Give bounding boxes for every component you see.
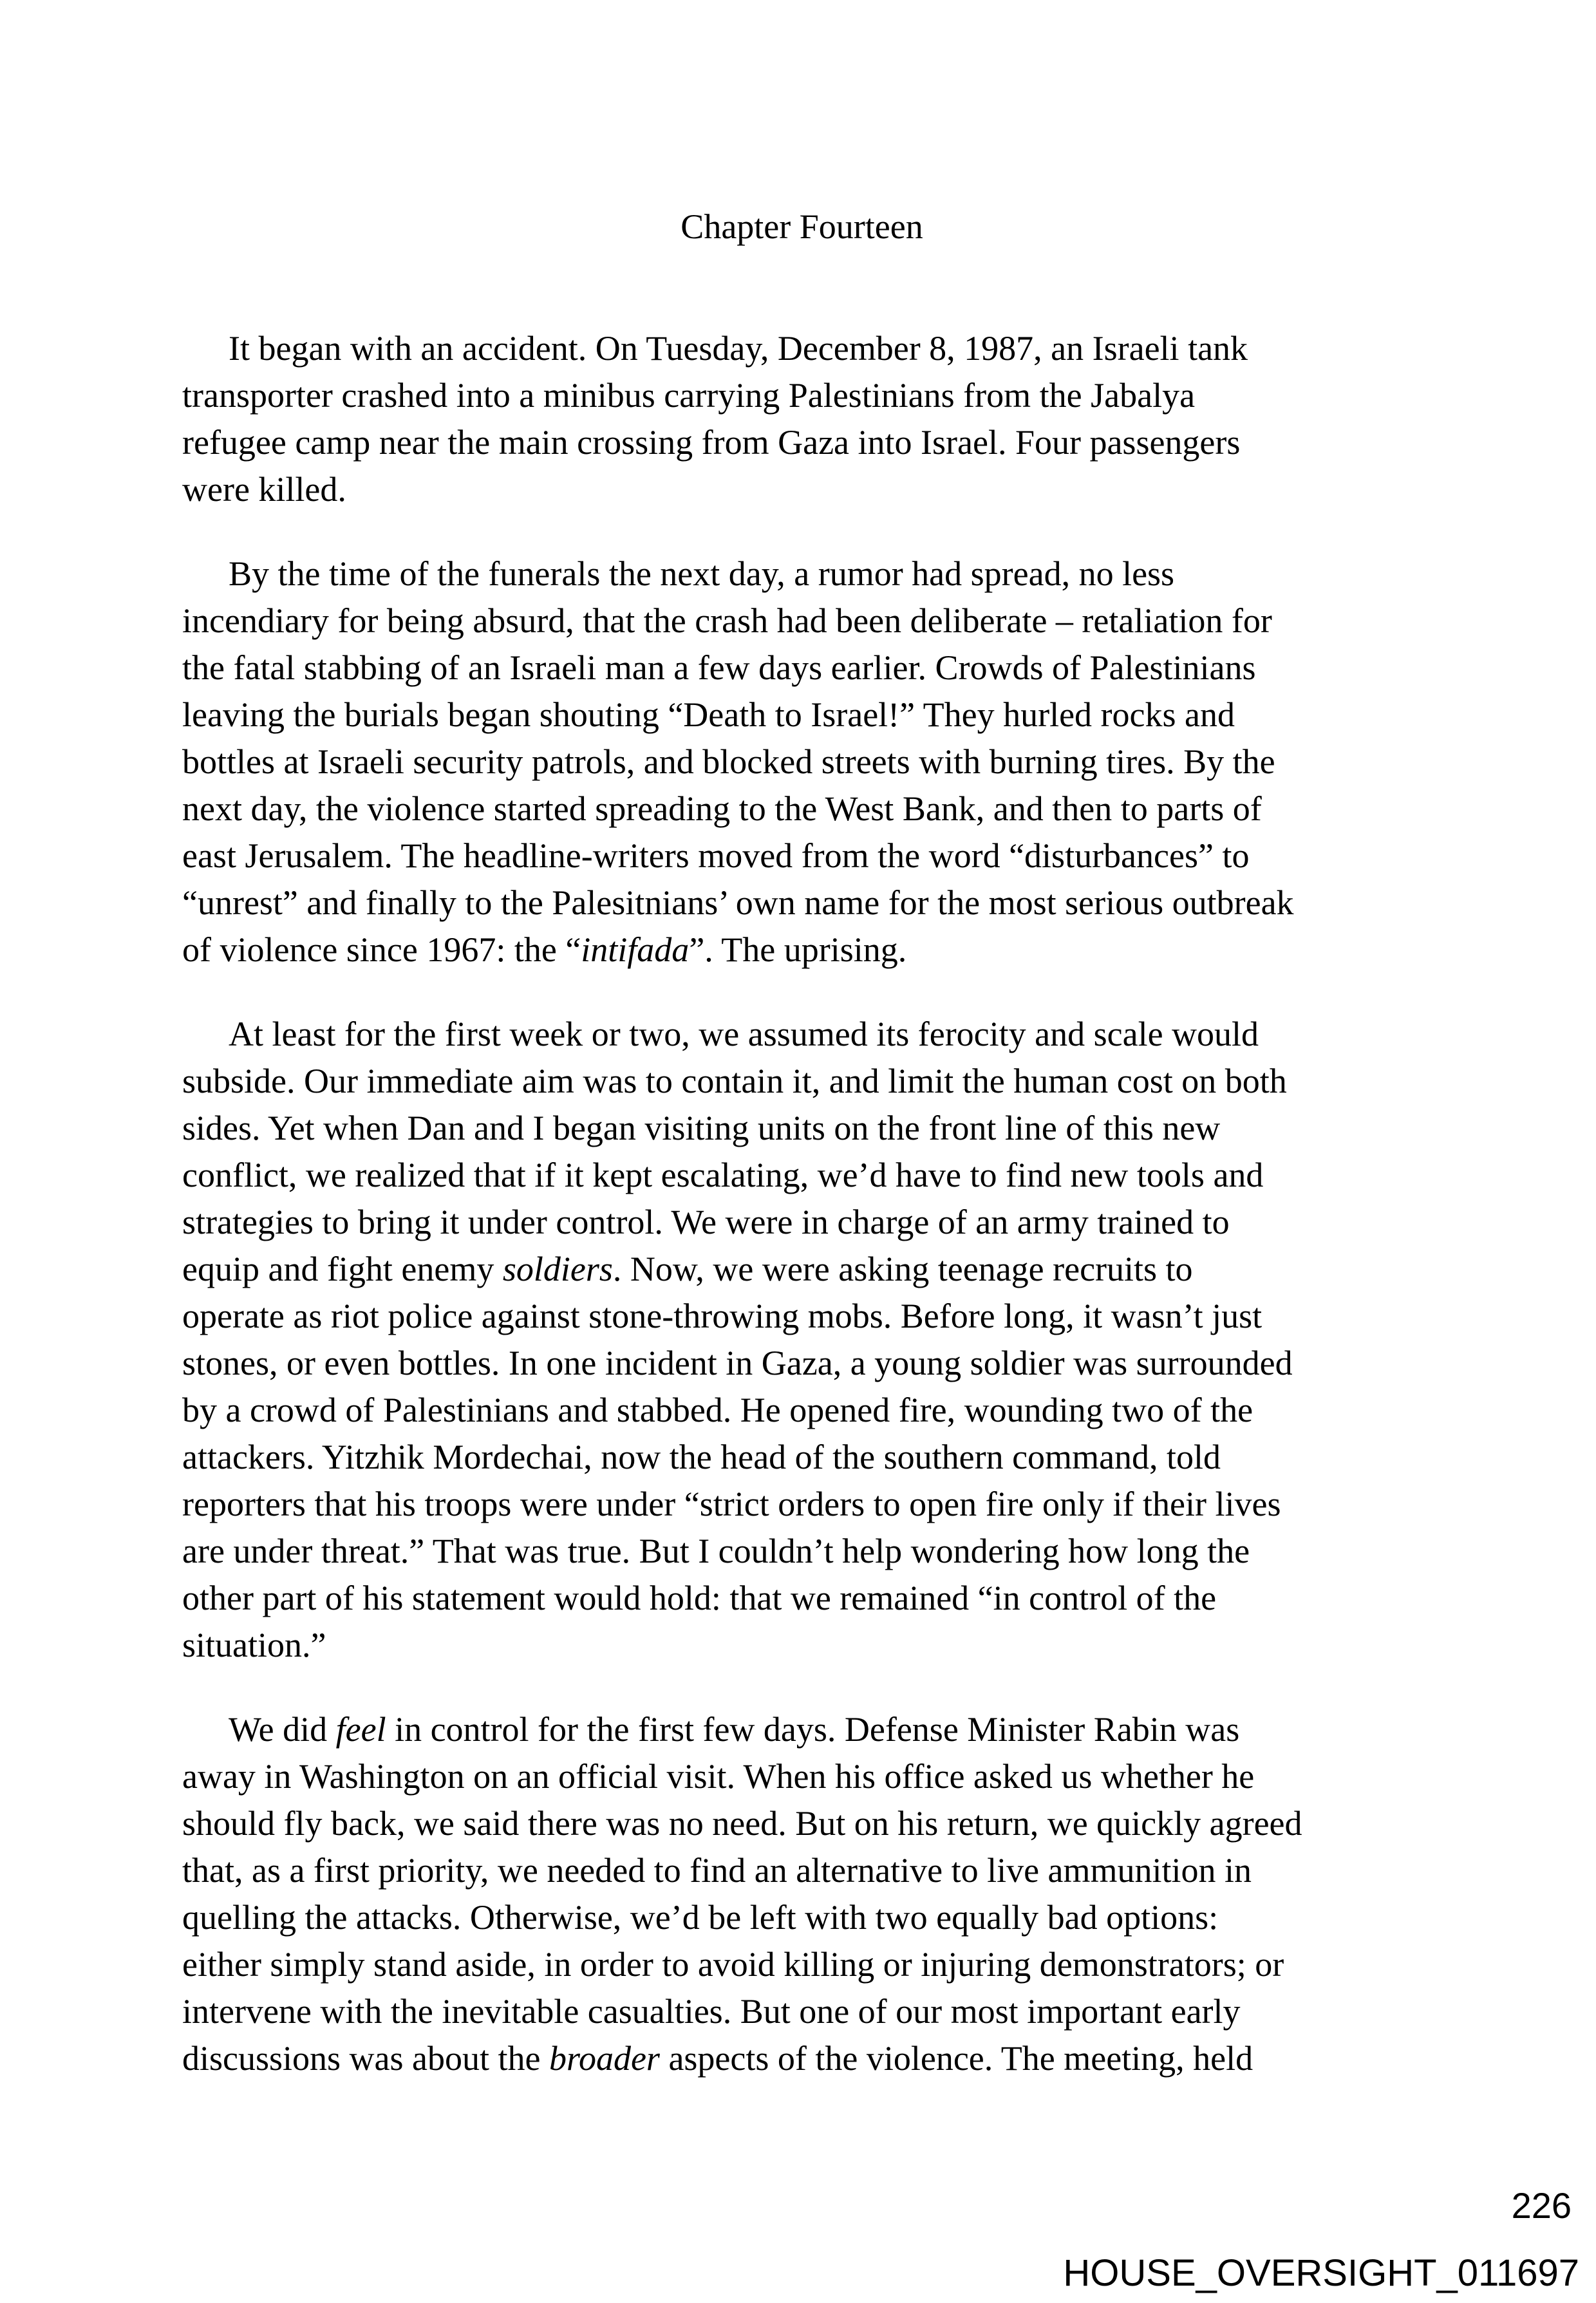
plain-text: next day, the violence started spreading to the West Bank, and then to parts of [182,789,1262,828]
plain-text: operate as riot police against stone-throwing mobs. Before long, it wasn’t just [182,1297,1263,1335]
plain-text: incendiary for being absurd, that the crash had been deliberate – retaliation for [182,601,1272,640]
plain-text: by a crowd of Palestinians and stabbed. He opened fire, wounding two of the [182,1391,1253,1429]
page-number: 226 [1511,2185,1572,2226]
text-line [182,1387,1422,1434]
text-line [182,466,1422,513]
plain-text: transporter crashed into a minibus carrying Palestinians from the Jabalya [182,376,1196,415]
plain-text: quelling the attacks. Otherwise, we’d be left with two equally bad options: [182,1898,1219,1937]
paragraph [182,325,1422,513]
paragraph [182,1706,1422,2082]
text-line [182,1988,1422,2035]
text-line [182,325,1422,372]
plain-text: either simply stand aside, in order to avoid killing or injuring demonstrators; or [182,1945,1284,1984]
plain-text: leaving the burials began shouting “Death to Israel!” They hurled rocks and [182,695,1235,734]
text-line [182,832,1422,879]
text-line [182,1622,1422,1669]
text-line [182,550,1422,597]
plain-text: that, as a first priority, we needed to find an alternative to live ammunition in [182,1851,1252,1890]
plain-text: were killed. [182,470,346,509]
plain-text: away in Washington on an official visit. When his office asked us whether he [182,1757,1255,1796]
plain-text: reporters that his troops were under “strict orders to open fire only if their lives [182,1485,1281,1523]
text-line [182,1199,1422,1246]
text-line [182,1340,1422,1387]
text-line [182,2035,1422,2082]
plain-text: equip and fight enemy [182,1250,503,1288]
text-line [182,419,1422,466]
body-text [182,325,1422,2082]
italic-text: broader [549,2039,660,2078]
text-line [182,1847,1422,1894]
bates-stamp: HOUSE_OVERSIGHT_011697 [1063,2252,1579,2294]
plain-text: discussions was about the [182,2039,549,2078]
plain-text: subside. Our immediate aim was to contain it, and limit the human cost on both [182,1062,1287,1100]
plain-text: east Jerusalem. The headline-writers moved from the word “disturbances” to [182,836,1250,875]
plain-text: bottles at Israeli security patrols, and blocked streets with burning tires. By the [182,742,1275,781]
plain-text: situation.” [182,1626,326,1664]
plain-text: in control for the first few days. Defense Minister Rabin was [386,1710,1240,1749]
text-line [182,1894,1422,1941]
text-line [182,1481,1422,1528]
text-line [182,926,1422,973]
plain-text: are under threat.” That was true. But I couldn’t help wondering how long the [182,1532,1250,1570]
italic-text: intifada [581,930,690,969]
plain-text: We did [229,1710,336,1749]
text-line [182,1058,1422,1105]
plain-text: aspects of the violence. The meeting, held [659,2039,1253,2078]
plain-text: ”. The uprising. [689,930,907,969]
plain-text: sides. Yet when Dan and I began visiting units on the front line of this new [182,1109,1221,1147]
text-line [182,1800,1422,1847]
text-line [182,691,1422,738]
text-line [182,1011,1422,1058]
plain-text: . Now, we were asking teenage recruits to [612,1250,1193,1288]
text-line [182,785,1422,832]
text-line [182,1528,1422,1575]
italic-text: soldiers [502,1250,613,1288]
text-line [182,1706,1422,1753]
plain-text: refugee camp near the main crossing from Gaza into Israel. Four passengers [182,423,1241,462]
plain-text: conflict, we realized that if it kept escalating, we’d have to find new tools and [182,1156,1264,1194]
paragraph [182,550,1422,973]
plain-text: attackers. Yitzhik Mordechai, now the head of the southern command, told [182,1438,1221,1476]
plain-text: other part of his statement would hold: that we remained “in control of the [182,1579,1217,1617]
text-line [182,1152,1422,1199]
italic-text: feel [335,1710,386,1749]
plain-text: “unrest” and finally to the Palesitnians’ own name for the most serious outbreak [182,883,1294,922]
text-line [182,372,1422,419]
plain-text: It began with an accident. On Tuesday, December 8, 1987, an Israeli tank [229,329,1248,368]
text-line [182,1246,1422,1293]
text-line [182,597,1422,644]
text-line [182,1434,1422,1481]
plain-text: At least for the first week or two, we assumed its ferocity and scale would [229,1015,1259,1053]
plain-text: strategies to bring it under control. We were in charge of an army trained to [182,1203,1230,1241]
plain-text: intervene with the inevitable casualties. But one of our most important early [182,1992,1241,2031]
text-line [182,644,1422,691]
text-line [182,1105,1422,1152]
plain-text: By the time of the funerals the next day, a rumor had spread, no less [229,554,1175,593]
text-line [182,738,1422,785]
plain-text: of violence since 1967: the “ [182,930,581,969]
plain-text: should fly back, we said there was no need. But on his return, we quickly agreed [182,1804,1302,1843]
plain-text: the fatal stabbing of an Israeli man a few days earlier. Crowds of Palestinians [182,648,1256,687]
text-line [182,1293,1422,1340]
text-column [182,0,1422,2082]
text-line [182,879,1422,926]
chapter-title: Chapter Fourteen [681,207,923,246]
paragraph [182,1011,1422,1669]
text-line [182,1575,1422,1622]
plain-text: stones, or even bottles. In one incident in Gaza, a young soldier was surrounded [182,1344,1293,1382]
text-line [182,1941,1422,1988]
text-line [182,1753,1422,1800]
